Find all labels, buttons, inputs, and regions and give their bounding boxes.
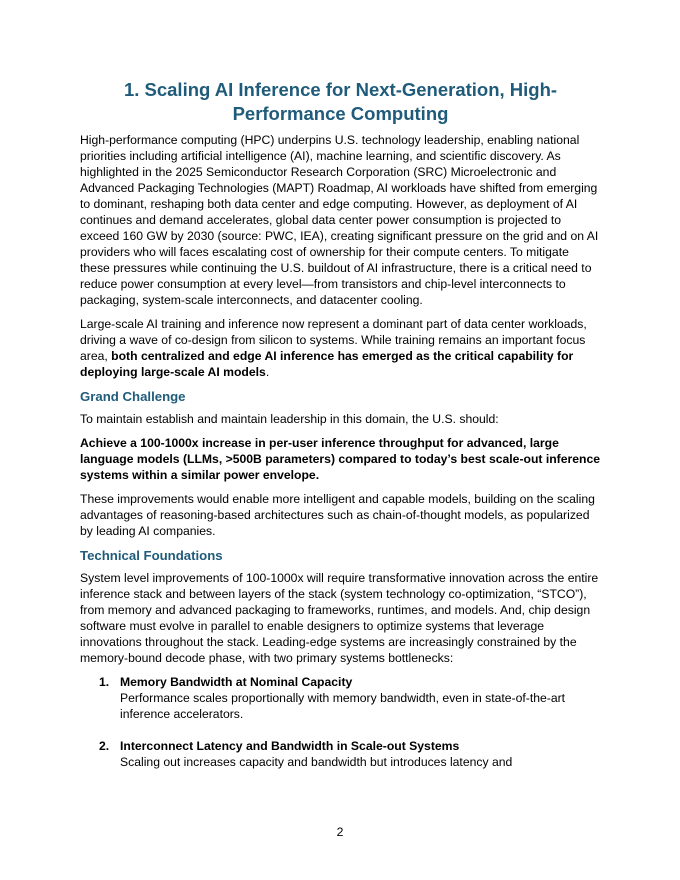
list-item-title: Interconnect Latency and Bandwidth in Scale-out Systems bbox=[120, 739, 460, 753]
list-item-title: Memory Bandwidth at Nominal Capacity bbox=[120, 675, 353, 689]
intro-paragraph-2-period: . bbox=[265, 365, 270, 379]
technical-foundations-body: System level improvements of 100-1000x will require transformative innovation across the entire inference stack and between layers of the stack (system technology co-optimization, “STCO”), from memory and advanced packaging to frameworks, runtimes, and models. And, chip design software must evolve in parallel to enable designers to optimize systems that leverage innovations throughout the stack. Leading-edge systems are increasingly constrained by the memory-bound decode phase, with two primary systems bottlenecks: bbox=[80, 571, 599, 665]
grand-challenge-goal-text: Achieve a 100-1000x increase in per-user inference throughput for advanced, large language models (LLMs, >500B parameters) compared to today’s best scale-out inference systems within a similar power envelope. bbox=[80, 436, 601, 482]
grand-challenge-goal bbox=[80, 435, 601, 483]
grand-challenge-heading: Grand Challenge bbox=[80, 389, 186, 404]
grand-challenge-followup: These improvements would enable more intelligent and capable models, building on the scaling advantages of reasoning-based architectures such as chain-of-thought models, as popularized by leading AI companies. bbox=[80, 492, 595, 538]
bottleneck-list bbox=[80, 674, 601, 770]
document-title: 1. Scaling AI Inference for Next-Generation, High-Performance Computing bbox=[123, 79, 558, 124]
list-item bbox=[80, 738, 601, 770]
intro-paragraph-1: High-performance computing (HPC) underpins U.S. technology leadership, enabling national priorities including artificial intelligence (AI), machine learning, and scientific discovery. As highlighted in the 2025 Semiconductor Research Corporation (SRC) Microelectronic and Advanced Packaging Technologies (MAPT) Roadmap, AI workloads have shifted from emerging to dominant, reshaping both data center and edge computing. However, as deployment of AI continues and demand accelerates, global data center power consumption is projected to exceed 160 GW by 2030 (source: PWC, IEA), creating significant pressure on the grid and on AI providers who will faces escalating cost of ownership for their compute centers. To mitigate these pressures while continuing the U.S. buildout of AI infrastructure, there is a critical need to reduce power consumption at every level—from transistors and chip-level interconnects to packaging, system-scale interconnects, and datacenter cooling. bbox=[80, 133, 599, 307]
intro-paragraph-2 bbox=[80, 316, 601, 380]
list-item-number: 2. bbox=[99, 739, 110, 753]
list-item bbox=[80, 674, 601, 722]
list-item-text: Scaling out increases capacity and bandwidth but introduces latency and bbox=[120, 755, 513, 769]
technical-foundations-heading: Technical Foundations bbox=[80, 548, 223, 563]
document-page bbox=[80, 78, 601, 786]
intro-paragraph-2-emphasis: both centralized and edge AI inference has emerged as the critical capability for deploying large-scale AI models bbox=[80, 349, 574, 379]
intro-paragraph-2-text: Large-scale AI training and inference now represent a dominant part of data center workloads, driving a wave of co-design from silicon to systems. While training remains an important focus area, bbox=[80, 317, 587, 363]
grand-challenge-lead: To maintain establish and maintain leadership in this domain, the U.S. should: bbox=[80, 412, 499, 426]
page-number: 2 bbox=[336, 825, 344, 839]
list-item-number: 1. bbox=[99, 675, 110, 689]
list-item-text: Performance scales proportionally with memory bandwidth, even in state-of-the-art inference accelerators. bbox=[120, 691, 566, 721]
